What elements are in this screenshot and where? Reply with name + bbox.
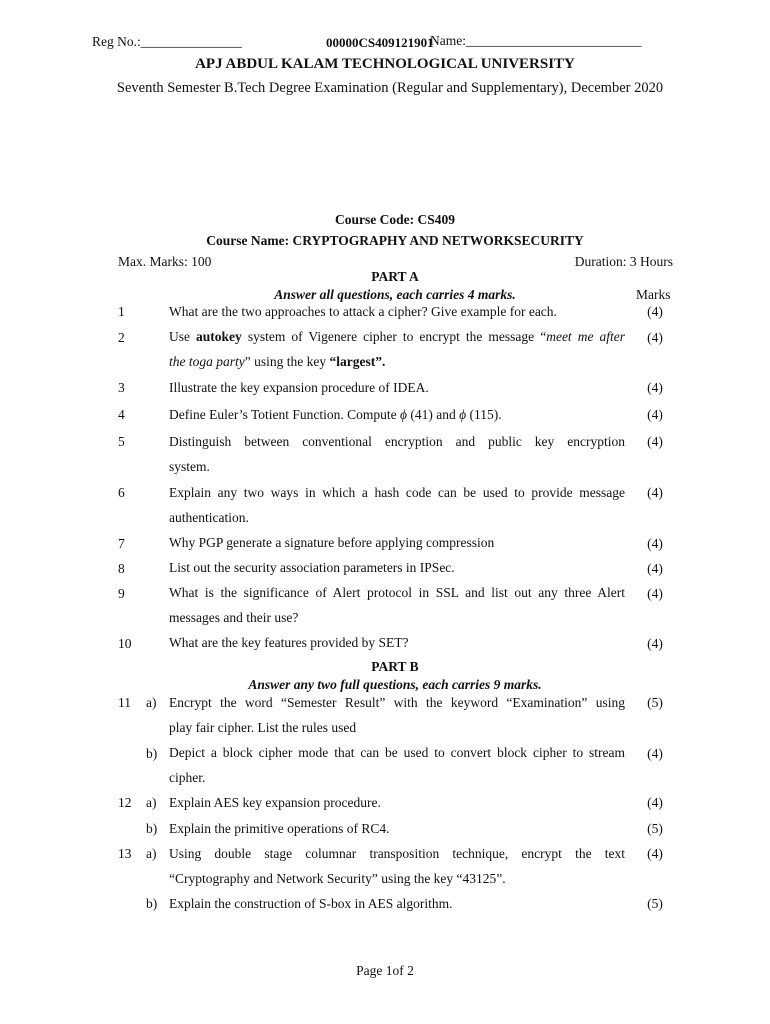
q4-text [169,402,625,427]
q1-marks: (4) [647,304,663,319]
q11b-marks: (4) [647,746,663,761]
q2-message-a: meet me after [546,329,625,344]
q3-number: 3 [118,380,125,395]
max-marks: Max. Marks: 100 [118,254,212,269]
q2-text-b: system of Vigenere cipher to encrypt the message “ [241,329,547,344]
q12b-text: Explain the primitive operations of RC4. [169,821,390,836]
course-code: Course Code: CS409 [335,212,455,227]
q2-text-c: ” using the key [244,354,330,369]
q11a-text-line2: play fair cipher. List the rules used [169,720,357,735]
q13a-marks: (4) [647,846,663,861]
duration: Duration: 3 Hours [574,254,673,269]
part-b-instruction: Answer any two full questions, each carries 9 marks. [248,677,542,692]
part-a-instruction: Answer all questions, each carries 4 marks. [274,287,516,302]
q8-number: 8 [118,561,125,576]
exam-title: Seventh Semester B.Tech Degree Examination (Regular and Supplementary), December 2020 [116,80,664,96]
paper-code: 00000CS409121901 [326,35,434,50]
q6-text-line2: authentication. [169,510,249,525]
q4-number: 4 [118,407,125,422]
q4-text-b: (41) and [407,407,460,422]
q13a-label: a) [146,846,157,861]
q5-marks: (4) [647,434,663,449]
q7-marks: (4) [647,536,663,551]
q6-marks: (4) [647,485,663,500]
q4-text-a: Define Euler’s Totient Function. Compute [169,407,401,422]
q2-key: “largest”. [329,354,386,369]
q2-text-line1 [169,324,625,349]
q2-marks: (4) [647,330,663,345]
q7-text: Why PGP generate a signature before applying compression [169,535,495,550]
q5-text-line1: Distinguish between conventional encryption and public key encryption [169,434,625,449]
q10-text: What are the key features provided by SET? [169,635,409,650]
q8-text: List out the security association parameters in IPSec. [169,560,455,575]
q3-marks: (4) [647,380,663,395]
q9-marks: (4) [647,586,663,601]
q5-text-line2: system. [169,459,210,474]
q8-marks: (4) [647,561,663,576]
phi-symbol: ϕ [400,407,408,422]
q12a-marks: (4) [647,795,663,810]
q4-marks: (4) [647,407,663,422]
q12-number: 12 [118,795,132,810]
phi-symbol: ϕ [459,407,467,422]
part-b-title: PART B [371,659,419,674]
q11a-label: a) [146,695,157,710]
q13b-text: Explain the construction of S-box in AES algorithm. [169,896,453,911]
q1-number: 1 [118,304,125,319]
q7-number: 7 [118,536,125,551]
q13a-text-line2: “Cryptography and Network Security” using the key “43125”. [169,871,506,886]
q13b-marks: (5) [647,896,663,911]
q2-message-b: the toga party [169,354,245,369]
q12a-label: a) [146,795,157,810]
q13b-label: b) [146,896,158,911]
name-field: Name:__________________________ [430,33,642,48]
q9-text-line1: What is the significance of Alert protocol in SSL and list out any three Alert [169,585,625,600]
q6-number: 6 [118,485,125,500]
q13a-text-line1: Using double stage columnar transposition technique, encrypt the text [169,846,625,861]
page-number: Page 1of 2 [356,963,414,978]
part-a-title: PART A [371,269,419,284]
q3-text: Illustrate the key expansion procedure of IDEA. [169,380,429,395]
q2-keyword-autokey: autokey [196,329,242,344]
q9-text-line2: messages and their use? [169,610,299,625]
q12a-text: Explain AES key expansion procedure. [169,795,381,810]
q5-number: 5 [118,434,125,449]
q11b-text-line2: cipher. [169,770,206,785]
q1-text: What are the two approaches to attack a cipher? Give example for each. [169,304,557,319]
q4-text-c: (115). [466,407,502,422]
reg-no-field: Reg No.:_______________ [92,34,242,49]
university-title: APJ ABDUL KALAM TECHNOLOGICAL UNIVERSITY [195,56,575,72]
course-name: Course Name: CRYPTOGRAPHY AND NETWORKSECURITY [206,233,584,248]
q9-number: 9 [118,586,125,601]
q11-number: 11 [118,695,131,710]
q10-number: 10 [118,636,132,651]
marks-column-label: Marks [636,287,671,302]
q13-number: 13 [118,846,132,861]
q10-marks: (4) [647,636,663,651]
q2-text-a: Use [169,329,197,344]
q12b-label: b) [146,821,158,836]
q11b-text-line1: Depict a block cipher mode that can be used to convert block cipher to stream [169,745,625,760]
q11a-text-line1: Encrypt the word “Semester Result” with the keyword “Examination” using [169,695,625,710]
q11a-marks: (5) [647,695,663,710]
q6-text-line1: Explain any two ways in which a hash code can be used to provide message [169,485,625,500]
q11b-label: b) [146,746,158,761]
q12b-marks: (5) [647,821,663,836]
q2-number: 2 [118,330,125,345]
q2-text-line2 [169,349,625,374]
